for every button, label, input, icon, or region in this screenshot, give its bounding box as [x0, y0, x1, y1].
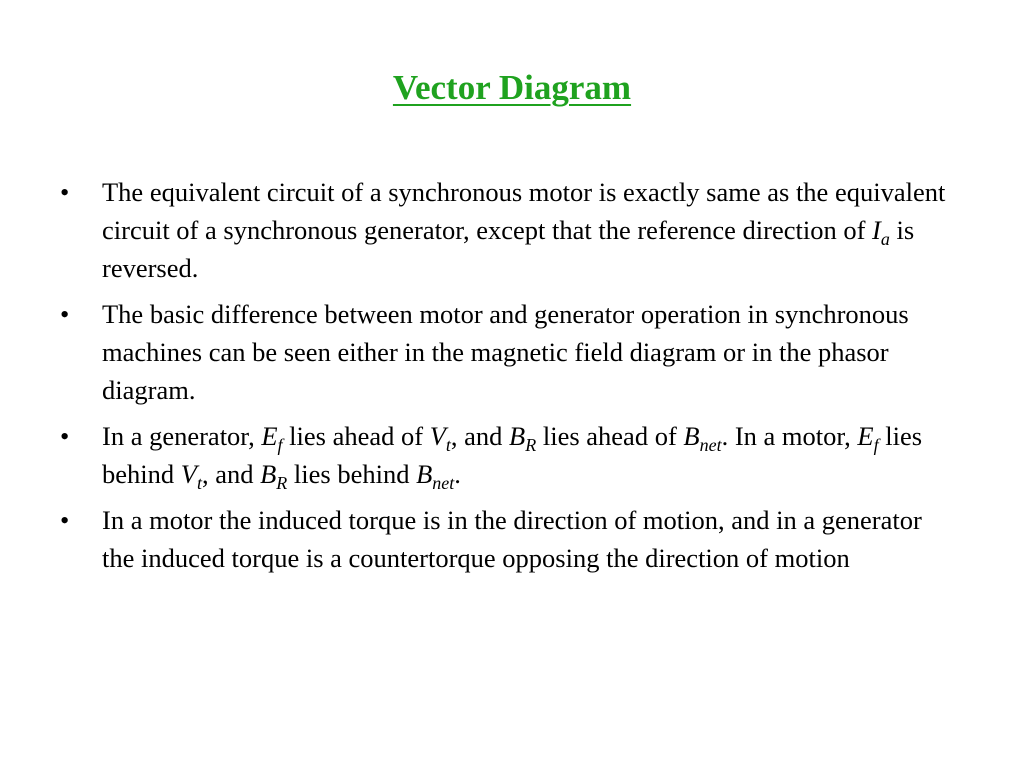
bullet-glyph: •	[60, 299, 70, 329]
bullet-item-4	[0, 501, 952, 577]
bullet-glyph: •	[60, 177, 70, 207]
bullet-text: The basic difference between motor and generator operation in synchronous machines can be seen either in the magnetic field diagram or in the phasor diagram.	[102, 299, 909, 405]
bullet-glyph: •	[60, 421, 70, 451]
bullet-text: The equivalent circuit of a synchronous motor is exactly same as the equivalent circuit of a synchronous generator, except that the reference direction of $I_a$ is reversed.	[102, 177, 946, 283]
bullet-list	[0, 173, 1024, 585]
bullet-item-3	[0, 417, 952, 493]
bullet-item-1	[0, 173, 952, 287]
bullet-item-2	[0, 295, 952, 409]
slide-title-text: Vector Diagram	[392, 68, 632, 107]
bullet-text: In a generator, $E_f$ lies ahead of $V_t$, and $B_R$ lies ahead of $B_{net}$. In a motor, $E_f$ lies behind $V_t$, and $B_R$ lies behind $B_{net}$.	[102, 421, 923, 493]
slide-title	[0, 66, 1024, 110]
bullet-text: In a motor the induced torque is in the direction of motion, and in a generator the induced torque is a countertorque opposing the direction of motion	[102, 505, 922, 573]
bullet-glyph: •	[60, 505, 70, 535]
